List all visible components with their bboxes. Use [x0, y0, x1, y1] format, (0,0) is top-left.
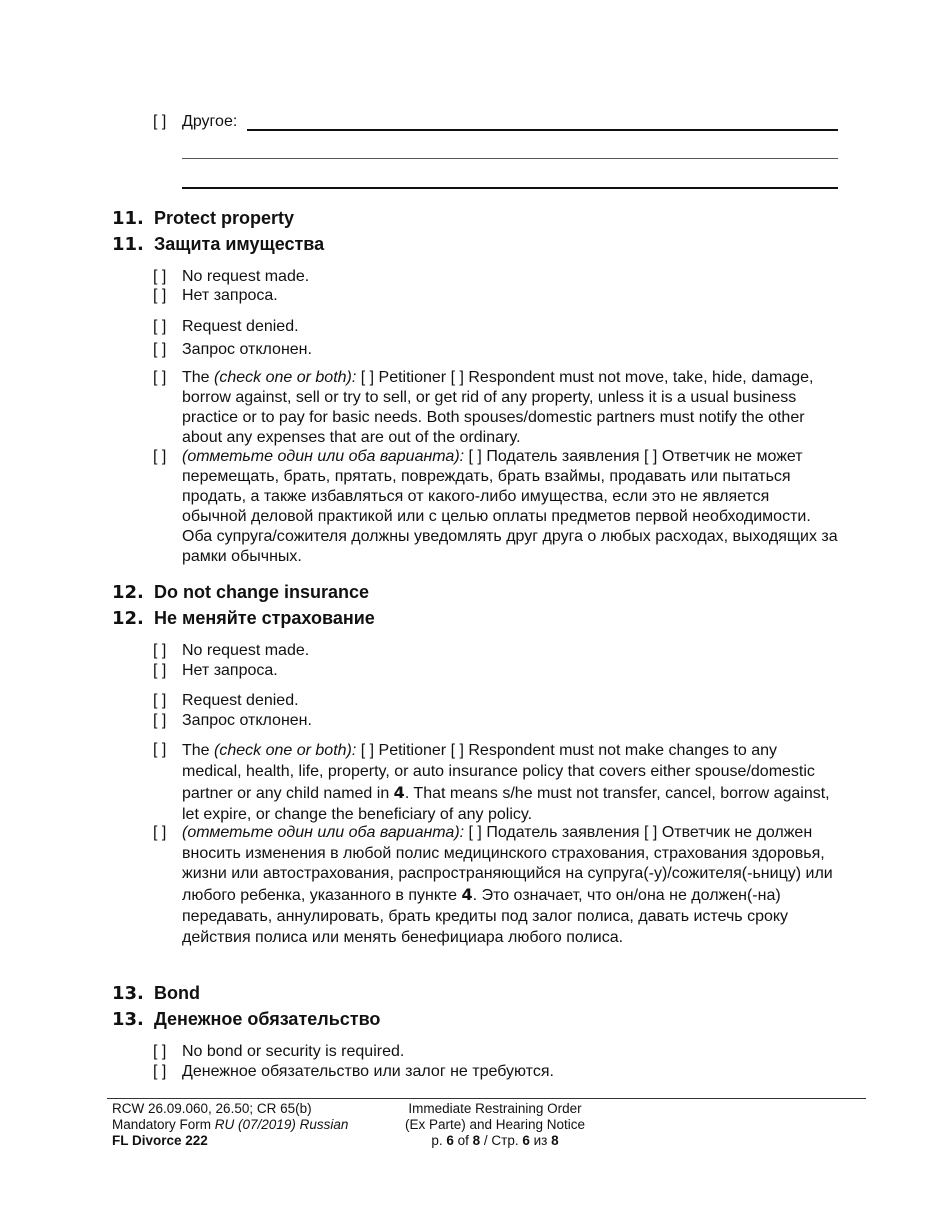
s11-denied-ru: Запрос отклонен. — [182, 341, 312, 358]
footer-center — [380, 1101, 610, 1149]
s12-order-ru-italic: (отметьте один или оба варианта): — [182, 824, 465, 841]
s12-order-en-the: The — [182, 742, 215, 759]
other-input-line-3[interactable] — [182, 187, 838, 189]
s12-denied-ru: Запрос отклонен. — [182, 712, 312, 729]
s12-order-en-ref: 4 — [393, 783, 405, 802]
s11-order-en-checkbox[interactable]: [ ] — [153, 369, 167, 386]
s13-no-bond-ru-checkbox[interactable]: [ ] — [153, 1063, 167, 1080]
s11-no-request-en: No request made. — [182, 268, 310, 285]
s11-denied-ru-checkbox[interactable]: [ ] — [153, 341, 167, 358]
section-11-heading-ru — [112, 234, 324, 255]
footer-page-iz: из — [529, 1133, 552, 1148]
other-checkbox[interactable]: [ ] — [153, 113, 167, 130]
s11-denied-en: Request denied. — [182, 318, 299, 335]
section-11-number-ru: 11. — [112, 234, 144, 255]
section-12-heading-ru — [112, 608, 375, 629]
s12-order-en — [182, 740, 838, 825]
section-13-title-en: Bond — [154, 983, 200, 1003]
section-12-number-ru: 12. — [112, 608, 144, 629]
footer-page-total: 8 — [472, 1133, 481, 1148]
section-12-number: 12. — [112, 582, 144, 603]
footer-page-total-ru: 8 — [551, 1133, 559, 1148]
s12-no-request-checkbox[interactable]: [ ] — [153, 642, 167, 659]
s12-denied-en: Request denied. — [182, 692, 299, 709]
s12-order-ru-body-b: . Это означает, что он/она не должен(-на) передавать, аннулировать, брать кредиты под залог полиса, давать истечь сроку действия полиса или менять бенефициара любого полиса. — [182, 887, 789, 946]
s12-order-ru-checkbox[interactable]: [ ] — [153, 824, 167, 841]
footer-rcw: RCW 26.09.060, 26.50; CR 65(b) — [112, 1101, 312, 1116]
other-input-line[interactable] — [247, 129, 838, 131]
footer-page-num-ru: 6 — [522, 1133, 530, 1148]
footer-page-of: of — [453, 1133, 473, 1148]
section-12-title-ru: Не меняйте страхование — [154, 608, 375, 628]
s12-no-request-en: No request made. — [182, 642, 310, 659]
s12-order-ru-ref: 4 — [461, 885, 473, 905]
footer-left — [112, 1101, 348, 1149]
s13-no-bond-checkbox[interactable]: [ ] — [153, 1043, 167, 1060]
section-12-heading-en — [112, 582, 369, 603]
s12-no-request-ru-checkbox[interactable]: [ ] — [153, 662, 167, 679]
footer-mandatory — [112, 1117, 348, 1133]
s11-order-ru-checkbox[interactable]: [ ] — [153, 448, 167, 465]
s12-no-request-ru: Нет запроса. — [182, 662, 278, 679]
s11-no-request-ru: Нет запроса. — [182, 287, 278, 304]
s12-denied-ru-checkbox[interactable]: [ ] — [153, 712, 167, 729]
footer-rule — [107, 1098, 866, 1099]
s11-order-en-body: [ ] Petitioner [ ] Respondent must not move, take, hide, damage, borrow against, sell or try to sell, or get rid of any property, unless it is a usual business practice or to pay for basic needs. Both spouses/domestic partners must notify the other about any expenses that are out of the ordinary. — [182, 369, 814, 446]
section-12-title-en: Do not change insurance — [154, 582, 370, 602]
section-11-title-en: Protect property — [154, 208, 295, 228]
footer-page — [380, 1133, 610, 1149]
s11-no-request-ru-checkbox[interactable]: [ ] — [153, 287, 167, 304]
s11-no-request-checkbox[interactable]: [ ] — [153, 268, 167, 285]
footer-page-p: p. — [431, 1133, 447, 1148]
footer-form-id: FL Divorce 222 — [112, 1133, 208, 1148]
section-11-title-ru: Защита имущества — [154, 234, 325, 254]
section-11-number: 11. — [112, 208, 144, 229]
s12-denied-checkbox[interactable]: [ ] — [153, 692, 167, 709]
footer-mandatory-version: RU (07/2019) Russian — [214, 1117, 349, 1132]
footer-page-sep: / Стр. — [480, 1133, 523, 1148]
s11-denied-checkbox[interactable]: [ ] — [153, 318, 167, 335]
section-13-number: 13. — [112, 983, 144, 1004]
s11-order-ru-italic: (отметьте один или оба варианта): — [182, 448, 465, 465]
s13-no-bond-en: No bond or security is required. — [182, 1043, 405, 1060]
s11-order-en — [182, 368, 838, 448]
footer-page-num: 6 — [446, 1133, 454, 1148]
footer-title-2: (Ex Parte) and Hearing Notice — [404, 1117, 586, 1132]
s12-order-en-checkbox[interactable]: [ ] — [153, 741, 167, 758]
footer-title-1: Immediate Restraining Order — [408, 1101, 582, 1116]
s12-order-ru — [182, 823, 838, 948]
s12-order-en-body-b: . That means s/he must not transfer, cancel, borrow against, let expire, or change the beneficiary of any policy. — [182, 785, 830, 823]
s11-order-en-the: The — [182, 369, 215, 386]
footer-mandatory-prefix: Mandatory Form — [112, 1117, 215, 1132]
s13-no-bond-ru: Денежное обязательство или залог не требуются. — [182, 1063, 554, 1080]
section-11-heading-en — [112, 208, 294, 229]
s11-order-ru-body: [ ] Податель заявления [ ] Ответчик не может перемещать, брать, прятать, повреждать, брать взаймы, продавать или пытаться продать, а также избавляться от какого-либо имущества, если это не является обычной деловой практикой или с целью оплаты предметов первой необходимости. Оба супруга/сожителя должны уведомлять друг друга о любых расходах, выходящих за рамки обычных. — [182, 448, 838, 565]
s12-order-ru-body-a: [ ] Податель заявления [ ] Ответчик не должен вносить изменения в любой полис медицинского страхования, страхования здоровья, жизни или автострахования, распространяющийся на супруга(-у)/сожителя(-ьницу) или любого ребенка, указанного в пункте — [182, 824, 833, 905]
section-13-heading-en — [112, 983, 200, 1004]
section-13-number-ru: 13. — [112, 1009, 144, 1030]
other-label: Другое: — [182, 113, 238, 130]
section-13-title-ru: Денежное обязательство — [154, 1009, 381, 1029]
other-input-line-2[interactable] — [182, 158, 838, 159]
s11-order-en-italic: (check one or both): — [214, 369, 357, 386]
s12-order-en-body-a: [ ] Petitioner [ ] Respondent must not make changes to any medical, health, life, property, or auto insurance policy that covers either spouse/domestic partner or any child named in — [182, 742, 815, 802]
section-13-heading-ru — [112, 1009, 380, 1030]
s12-order-en-italic: (check one or both): — [214, 742, 357, 759]
s11-order-ru — [182, 447, 838, 567]
